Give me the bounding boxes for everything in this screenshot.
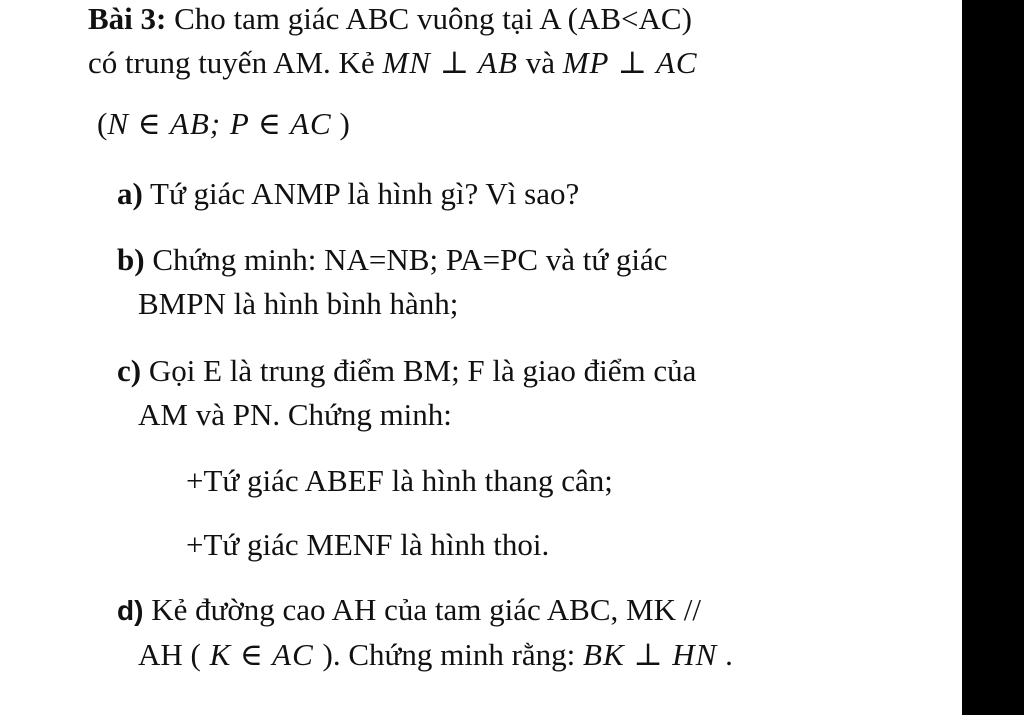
part-d-text-2b: ). Chứng minh rằng:: [322, 637, 584, 672]
part-c-bullet-1: [186, 463, 613, 499]
problem-statement-2: có trung tuyến AM. Kẻ: [88, 45, 383, 80]
part-b-text-2: BMPN là hình bình hành;: [138, 286, 459, 321]
part-a-label: a): [117, 176, 143, 211]
problem-line-1: [88, 1, 692, 37]
part-b-line-2: [138, 286, 458, 322]
math-k-in-ac: K ∈ AC: [200, 637, 323, 672]
problem-line-2: [88, 45, 698, 81]
math-bk-perp-hn: BK ⊥ HN: [583, 637, 718, 672]
part-d-text-2a: AH (: [138, 637, 201, 672]
part-d-period: .: [717, 637, 733, 672]
part-d-line-1: [117, 592, 701, 629]
part-c-bullet-2-text: +Tứ giác MENF là hình thoi.: [186, 527, 550, 562]
part-c-label: c): [117, 353, 142, 388]
part-c-text-1: Gọi E là trung điểm BM; F là giao điểm của: [141, 353, 697, 388]
part-c-line-2: [138, 397, 452, 433]
part-c-line-1: [117, 353, 696, 389]
part-d-label: d): [117, 595, 144, 626]
paren-open: (: [97, 106, 108, 141]
math-mp-perp-ac: MP ⊥ AC: [562, 45, 698, 80]
right-black-border: [962, 0, 1024, 715]
problem-statement-1: Cho tam giác ABC vuông tại A (AB<AC): [166, 1, 692, 36]
part-a: [117, 176, 579, 212]
math-mn-perp-ab: MN ⊥ AB: [382, 45, 518, 80]
part-d-line-2: [138, 637, 733, 673]
problem-line-3: [97, 106, 350, 142]
problem-label: Bài 3:: [88, 1, 167, 36]
part-a-text: Tứ giác ANMP là hình gì? Vì sao?: [142, 176, 580, 211]
part-b-label: b): [117, 242, 145, 277]
part-d-text-1: Kẻ đường cao AH của tam giác ABC, MK //: [143, 592, 701, 627]
part-c-bullet-2: [186, 527, 549, 563]
part-b-text-1: Chứng minh: NA=NB; PA=PC và tứ giác: [144, 242, 668, 277]
problem-conjunction: và: [517, 45, 563, 80]
part-c-bullet-1-text: +Tứ giác ABEF là hình thang cân;: [186, 463, 613, 498]
paren-close: ): [331, 106, 350, 141]
part-c-text-2: AM và PN. Chứng minh:: [138, 397, 452, 432]
part-b-line-1: [117, 242, 668, 278]
math-membership: N ∈ AB; P ∈ AC: [107, 106, 332, 141]
